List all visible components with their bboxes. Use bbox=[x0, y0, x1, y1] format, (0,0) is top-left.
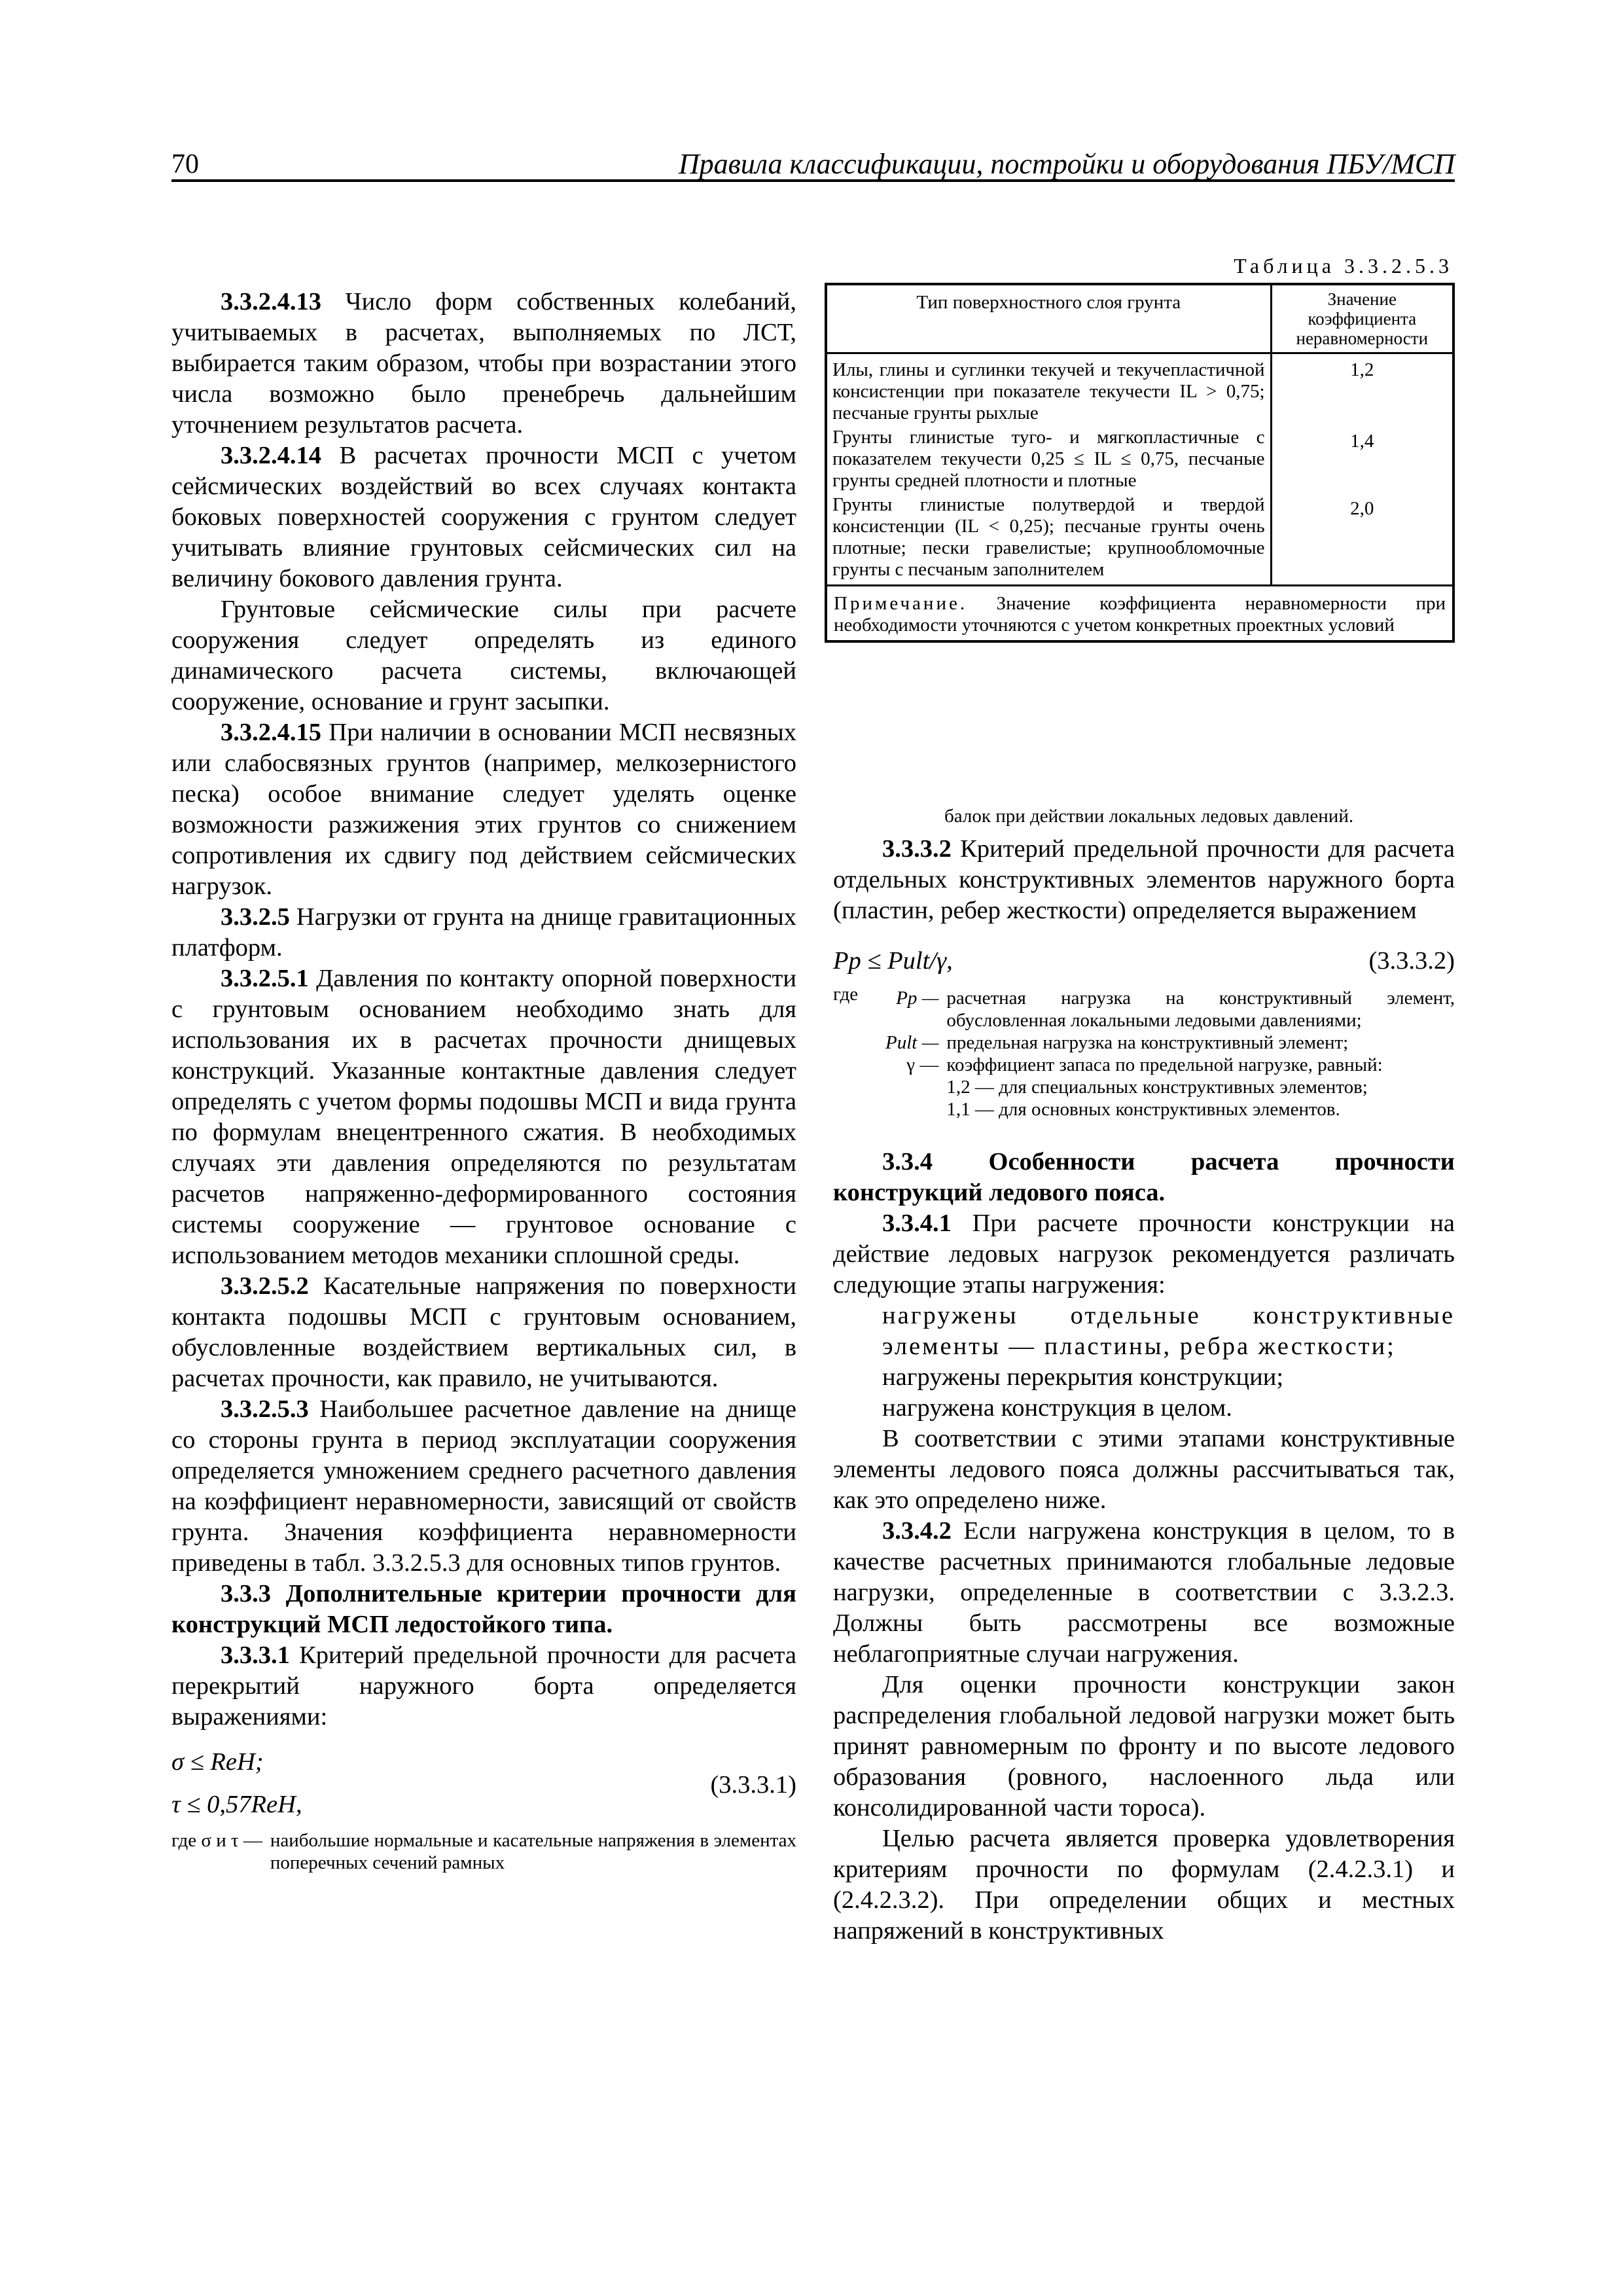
table-row bbox=[827, 493, 1452, 586]
table-cell-value: 1,2 bbox=[1271, 353, 1452, 426]
paragraph bbox=[171, 1640, 796, 1732]
clause-number: 3.3.2.5.3 bbox=[221, 1395, 309, 1423]
legend-where: где bbox=[833, 984, 859, 1005]
paragraph: Грунтовые сейсмические силы при расчете сооружения следует определять из единого динамического расчета системы, включающей сооружение, основание и грунт засыпки. bbox=[171, 596, 796, 715]
legend-symbol: где σ и τ — bbox=[171, 1830, 262, 1851]
list-item: нагружены перекрытия конструкции; bbox=[882, 1363, 1284, 1391]
paragraph bbox=[171, 287, 796, 440]
clause-number: 3.3.2.5.2 bbox=[221, 1272, 309, 1300]
table-row bbox=[827, 425, 1452, 493]
paragraph: Для оценки прочности конструкции закон распределения глобальной ледовой нагрузки может быть принят равномерным по фронту и по высоте ледового образования (ровного, наслоенного льда или консолидированной части тороса). bbox=[833, 1671, 1455, 1821]
legend-symbol: Pp — bbox=[896, 988, 939, 1009]
paragraph-text: При наличии в основании МСП несвязных или слабосвязных грунтов (например, мелкозернистого песка) особое внимание следует уделять оценке возможности разжижения этих грунтов со снижением сопротивления их сдвигу под действием сейсмических нагрузок. bbox=[171, 719, 797, 900]
clause-number: 3.3.4.2 bbox=[882, 1517, 952, 1545]
paragraph-text: Нагрузки от грунта на днище гравитационных платформ. bbox=[171, 903, 797, 961]
paragraph: Целью расчета является проверка удовлетворения критериям прочности по формулам (2.4.2.3.1) и (2.4.2.3.2). При определении общих и местных напряжений в конструктивных bbox=[833, 1825, 1455, 1945]
section-heading: 3.3.3 Дополнительные критерии прочности для конструкций МСП ледостойкого типа. bbox=[171, 1580, 796, 1638]
clause-number: 3.3.4.1 bbox=[882, 1210, 952, 1237]
table-note-text: Значение коэффициента неравномерности при необходимости уточняются с учетом конкретных проектных условий bbox=[834, 593, 1446, 636]
paragraph: В соответствии с этими этапами конструктивные элементы ледового пояса должны рассчитываться так, как это определено ниже. bbox=[833, 1425, 1455, 1514]
paragraph bbox=[833, 1208, 1455, 1300]
equation-number: (3.3.3.1) bbox=[710, 1771, 796, 1799]
formula-block bbox=[171, 1747, 796, 1820]
legend-text: наибольшие нормальные и касательные напряжения в элементах поперечных сечений рамных bbox=[270, 1830, 796, 1873]
left-column bbox=[171, 287, 796, 1874]
page-number: 70 bbox=[171, 149, 199, 179]
table-cell-type: Грунты глинистые туго- и мягкопластичные с показателем текучести 0,25 ≤ IL ≤ 0,75, песчаные грунты средней плотности и плотные bbox=[832, 427, 1265, 491]
paragraph-text: В расчетах прочности МСП с учетом сейсмических воздействий во всех случаях контакта боковых поверхностей сооружения с грунтом следует учитывать влияние грунтовых сейсмических сил на величину бокового давления грунта. bbox=[171, 442, 797, 592]
legend-text: расчетная нагрузка на конструктивный элемент, обусловленная локальными ледовыми давлениями; bbox=[946, 988, 1455, 1031]
header-rule bbox=[171, 179, 1455, 182]
list-item: нагружены отдельные конструктивные элементы — пластины, ребра жесткости; bbox=[882, 1302, 1455, 1360]
paragraph bbox=[171, 440, 796, 594]
legend-subitem: 1,2 — для специальных конструктивных элементов; bbox=[946, 1077, 1368, 1098]
clause-number: 3.3.3.2 bbox=[882, 835, 952, 863]
paragraph bbox=[171, 963, 796, 1271]
equation-number: (3.3.3.2) bbox=[1368, 947, 1455, 975]
paragraph bbox=[833, 834, 1455, 926]
paragraph-text: При расчете прочности конструкции на действие ледовых нагрузок рекомендуется различать следующие этапы нагружения: bbox=[833, 1210, 1455, 1299]
legend-symbol: γ — bbox=[906, 1054, 939, 1075]
clause-number: 3.3.2.4.14 bbox=[221, 442, 321, 469]
paragraph bbox=[171, 717, 796, 902]
clause-number: 3.3.2.4.15 bbox=[221, 719, 321, 746]
section-heading: 3.3.4 Особенности расчета прочности конструкций ледового пояса. bbox=[833, 1148, 1455, 1206]
stage-list bbox=[833, 1300, 1455, 1424]
legend-symbol: Pult — bbox=[885, 1032, 939, 1053]
paragraph-text: Число форм собственных колебаний, учитываемых в расчетах, выполняемых по ЛСТ, выбирается таким образом, чтобы при возрастании этого числа возможно было пренебречь дальнейшим уточнением результатов расчета. bbox=[171, 288, 796, 439]
formula-legend bbox=[171, 1829, 796, 1874]
legend-subitem: 1,1 — для основных конструктивных элементов. bbox=[946, 1099, 1340, 1120]
list-item: нагружена конструкция в целом. bbox=[882, 1394, 1232, 1422]
paragraph-text: Касательные напряжения по поверхности контакта подошвы МСП с грунтовым основанием, обусловленные воздействием вертикальных сил, в расчетах прочности, как правило, не учитываются. bbox=[171, 1272, 796, 1392]
paragraph-text: Критерий предельной прочности для расчета отдельных конструктивных элементов наружного борта (пластин, ребер жесткости) определяется выражением bbox=[833, 835, 1455, 924]
formula-block bbox=[833, 946, 1455, 977]
formula-pp: Pp ≤ Pult/γ, bbox=[833, 947, 953, 975]
formula-legend bbox=[833, 983, 1455, 1121]
formula-sigma: σ ≤ ReH; bbox=[171, 1748, 264, 1776]
clause-number: 3.3.2.5.1 bbox=[221, 965, 309, 992]
paragraph-text: Наибольшее расчетное давление на днище со стороны грунта в период эксплуатации сооружения определяется умножением среднего расчетного давления на коэффициент неравномерности, зависящий от свойств грунта. Значения коэффициента неравномерности приведены в табл. 3.3.2.5.3 для основных типов грунтов. bbox=[171, 1395, 796, 1577]
legend-continuation: балок при действии локальных ледовых давлений. bbox=[944, 806, 1354, 827]
paragraph bbox=[171, 1394, 796, 1579]
legend-text: предельная нагрузка на конструктивный элемент; bbox=[946, 1032, 1349, 1053]
right-column bbox=[833, 805, 1455, 1946]
paragraph bbox=[171, 902, 796, 963]
table-header-value: Значение коэффициента неравномерности bbox=[1271, 285, 1452, 353]
table-cell-value: 2,0 bbox=[1271, 493, 1452, 586]
clause-number: 3.3.2.4.13 bbox=[221, 288, 321, 315]
table-cell-type: Грунты глинистые полутвердой и твердой консистенции (IL < 0,25); песчаные грунты очень плотные; пески гравелистые; крупнообломочные грунты с песчаным заполнителем bbox=[832, 494, 1265, 580]
paragraph-text: Если нагружена конструкция в целом, то в качестве расчетных принимаются глобальные ледовые нагрузки, определенные в соответствии с 3.3.2.3. Должны быть рассмотрены все возможные неблагоприятные случаи нагружения. bbox=[833, 1517, 1455, 1668]
paragraph bbox=[171, 1271, 796, 1394]
clause-number: 3.3.2.5 bbox=[221, 903, 290, 931]
clause-number: 3.3.3.1 bbox=[221, 1641, 290, 1669]
table-cell-type: Илы, глины и суглинки текучей и текучепластичной консистенции при показателе текучести IL > 0,75; песчаные грунты рыхлые bbox=[832, 359, 1265, 423]
formula-tau: τ ≤ 0,57ReH, bbox=[171, 1791, 302, 1818]
running-title: Правила классификации, постройки и оборудования ПБУ/МСП bbox=[678, 148, 1455, 180]
table-header-type: Тип поверхностного слоя грунта bbox=[827, 285, 1271, 353]
table-note-label: Примечание. bbox=[834, 593, 968, 614]
paragraph-text: Критерий предельной прочности для расчета перекрытий наружного борта определяется выражениями: bbox=[171, 1641, 796, 1731]
paragraph bbox=[833, 1516, 1455, 1670]
table-cell-value: 1,4 bbox=[1271, 425, 1452, 493]
soil-table bbox=[825, 283, 1455, 643]
table-row bbox=[827, 353, 1452, 426]
table-caption: Таблица 3.3.2.5.3 bbox=[1234, 254, 1453, 278]
paragraph-text: Давления по контакту опорной поверхности с грунтовым основанием необходимо знать для использования их в расчетах прочности днищевых конструкций. Указанные контактные давления следует определять с учетом формы подошвы МСП и вида грунта по формулам внецентренного сжатия. В необходимых случаях эти давления определяются по результатам расчетов напряженно-деформированного состояния системы сооружение — грунтовое основание с использованием методов механики сплошной среды. bbox=[171, 965, 796, 1269]
table-note bbox=[827, 586, 1452, 641]
legend-text: коэффициент запаса по предельной нагрузке, равный: bbox=[946, 1054, 1383, 1075]
